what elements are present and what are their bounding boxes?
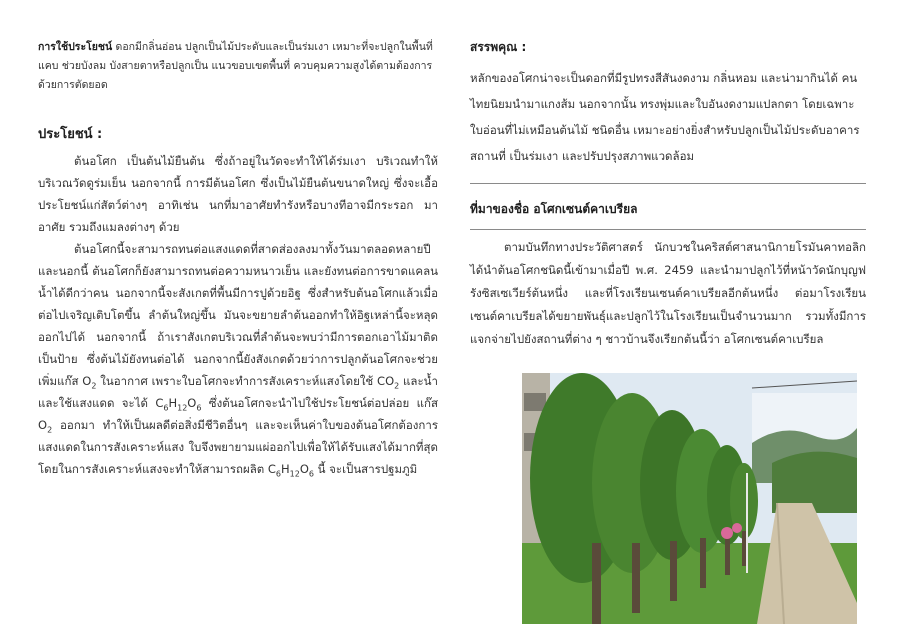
subscript: 6 (275, 469, 281, 479)
para2-part: ออกมา ทำให้เป็นผลดีต่อสิ่งมีชีวิตอื่นๆ และจะเห็นค่าใบของต้นอโศกต้องการแสงแดดในการสังเคราะห์แสง ใบจึงพยายามแผ่ออกไปเพื่อให้ได้รับแสงได้มากที่สุด โดยในการสังเคราะห์แสงจะทำให้สามารถผลิต C (38, 418, 438, 476)
virtue-paragraph: หลักของอโศกน่าจะเป็นดอกที่มีรูปทรงสีสันงดงาม กลิ่นหอม และน่ามากินได้ คนไทยนิยมนำมาแกงส้ม นอกจากนั้น ทรงพุ่มและใบอันงดงามแปลกตา โดยเฉพาะใบอ่อนที่ไม่เหมือนต้นไม้ ชนิดอื่น เหมาะอย่างยิ่งสำหรับปลูกเป็นไม้ประดับอาคารสถานที่ เป็นร่มเงา และปรับปรุงสภาพแวดล้อม (470, 71, 860, 163)
para2-part: นี้ จะเป็นสารปฐมภูมิ (314, 462, 418, 476)
benefit-paragraph-1: ต้นอโศก เป็นต้นไม้ยืนต้น ซึ่งถ้าอยู่ในวัดจะทำให้ได้ร่มเงา บริเวณทำให้บริเวณวัดดูร่มเย็น นอกจากนี้ การมีต้นอโศก ซึ่งเป็นไม้ยืนต้นขนาดใหญ่ ซึ่งจะเอื้อประโยชน์แก่สัตว์ต่างๆ อาทิเช่น นกที่มาอาศัยทำรังหรือบางทีอาจมีกระรอก มาอาศัย รวมถึงแมลงต่างๆ ด้วย (38, 154, 438, 234)
para2-part: H (281, 462, 290, 476)
usage-label: การใช้ประโยชน์ (38, 41, 113, 53)
section-divider (470, 183, 866, 184)
para2-part: และน้ำและใช้แสงแดด จะได้ C (38, 374, 438, 410)
usage-text: ดอกมีกลิ่นอ่อน ปลูกเป็นไม้ประดับและเป็นร่มเงา เหมาะที่จะปลูกในพื้นที่แคบ ช่วยบังลม บังสายตาหรือปลูกเป็น แนวขอบเขตพื้นที่ ควบคุมความสูงได้ตามต้องการด้วยการตัดยอด (38, 41, 433, 91)
photo-illustration (522, 373, 857, 624)
para2-part: ต้นอโศกนี้จะสามารถทนต่อแสงแดดที่สาดส่องลงมาทั้งวันมาตลอดหลายปี และนอกนี้ ต้นอโศกก็ยังสามารถทนต่อความหนาวเย็น และยังทนต่อการขาดแคลนน้ำได้ดีกว่าคน นอกจากนี้จะสังเกตที่พื้นมีการปูด้วยอิฐ ซึ่งสำหรับต้นอโศกแล้วเมื่อต่อไปเจริญเติบโตขึ้น ลำต้นใหญ่ขึ้น มันจะขยายลำต้นออกทำให้อิฐเหล่านี้จะหลุดออกไปได้ นอกจากนี้ ถ้าเราสังเกตบริเวณที่ลำต้นจะพบว่ามีการตอกเอาไม้มาติดเป็นป้าย ซึ่งต้นไม้ยังทนต่อได้ นอกจากนี้ยังสังเกตด้วยว่าการปลูกต้นอโศกจะช่วยเพิ่มแก๊ส O (38, 242, 438, 388)
origin-heading: ที่มาของชื่อ อโศกเซนต์คาเบรียล (470, 200, 866, 230)
ashoka-trees-photo (522, 373, 857, 624)
para2-part: ในอากาศ เพราะใบอโศกจะทำการสังเคราะห์แสงโดยใช้ CO (96, 374, 395, 388)
para2-part: ซึ่งต้นอโศกจะนำไปใช้ประโยชน์ต่อปล่อย แก๊ส O (38, 396, 438, 432)
para2-part: O (187, 396, 197, 410)
benefit-paragraph-2 (38, 238, 438, 480)
para2-part: O (299, 462, 309, 476)
subscript: 6 (163, 403, 169, 413)
subscript: 6 (308, 469, 314, 479)
usage-paragraph (38, 38, 438, 95)
left-column (38, 38, 438, 480)
benefit-heading: ประโยชน์ : (38, 127, 103, 142)
subscript: 2 (47, 425, 53, 435)
para2-part: H (168, 396, 178, 410)
subscript: 2 (91, 381, 97, 391)
right-column (470, 38, 866, 351)
subscript: 12 (289, 469, 300, 479)
subscript: 2 (394, 381, 400, 391)
origin-paragraph: ตามบันทึกทางประวัติศาสตร์ นักบวชในคริสต์ศาสนานิกายโรมันคาทอลิกได้นำต้นอโศกชนิดนี้เข้ามาเมื่อปี พ.ศ. 2459 และนำมาปลูกไว้ที่หน้าวัดนักบุญฟรังซิสเซเวียร์ต้นหนึ่ง และที่โรงเรียนเซนต์คาเบรียลอีกต้นหนึ่ง ต่อมาโรงเรียนเซนต์คาเบรียลได้ขยายพันธุ์และปลูกไว้ในโรงเรียนเป็นจำนวนมาก รวมทั้งมีการแจกจ่ายไปยังสถานที่ต่าง ๆ ชาวบ้านจึงเรียกต้นนี้ว่า อโศกเซนต์คาเบรียล (470, 240, 866, 346)
subscript: 6 (196, 403, 202, 413)
subscript: 12 (177, 403, 188, 413)
virtue-heading: สรรพคุณ : (470, 40, 527, 54)
